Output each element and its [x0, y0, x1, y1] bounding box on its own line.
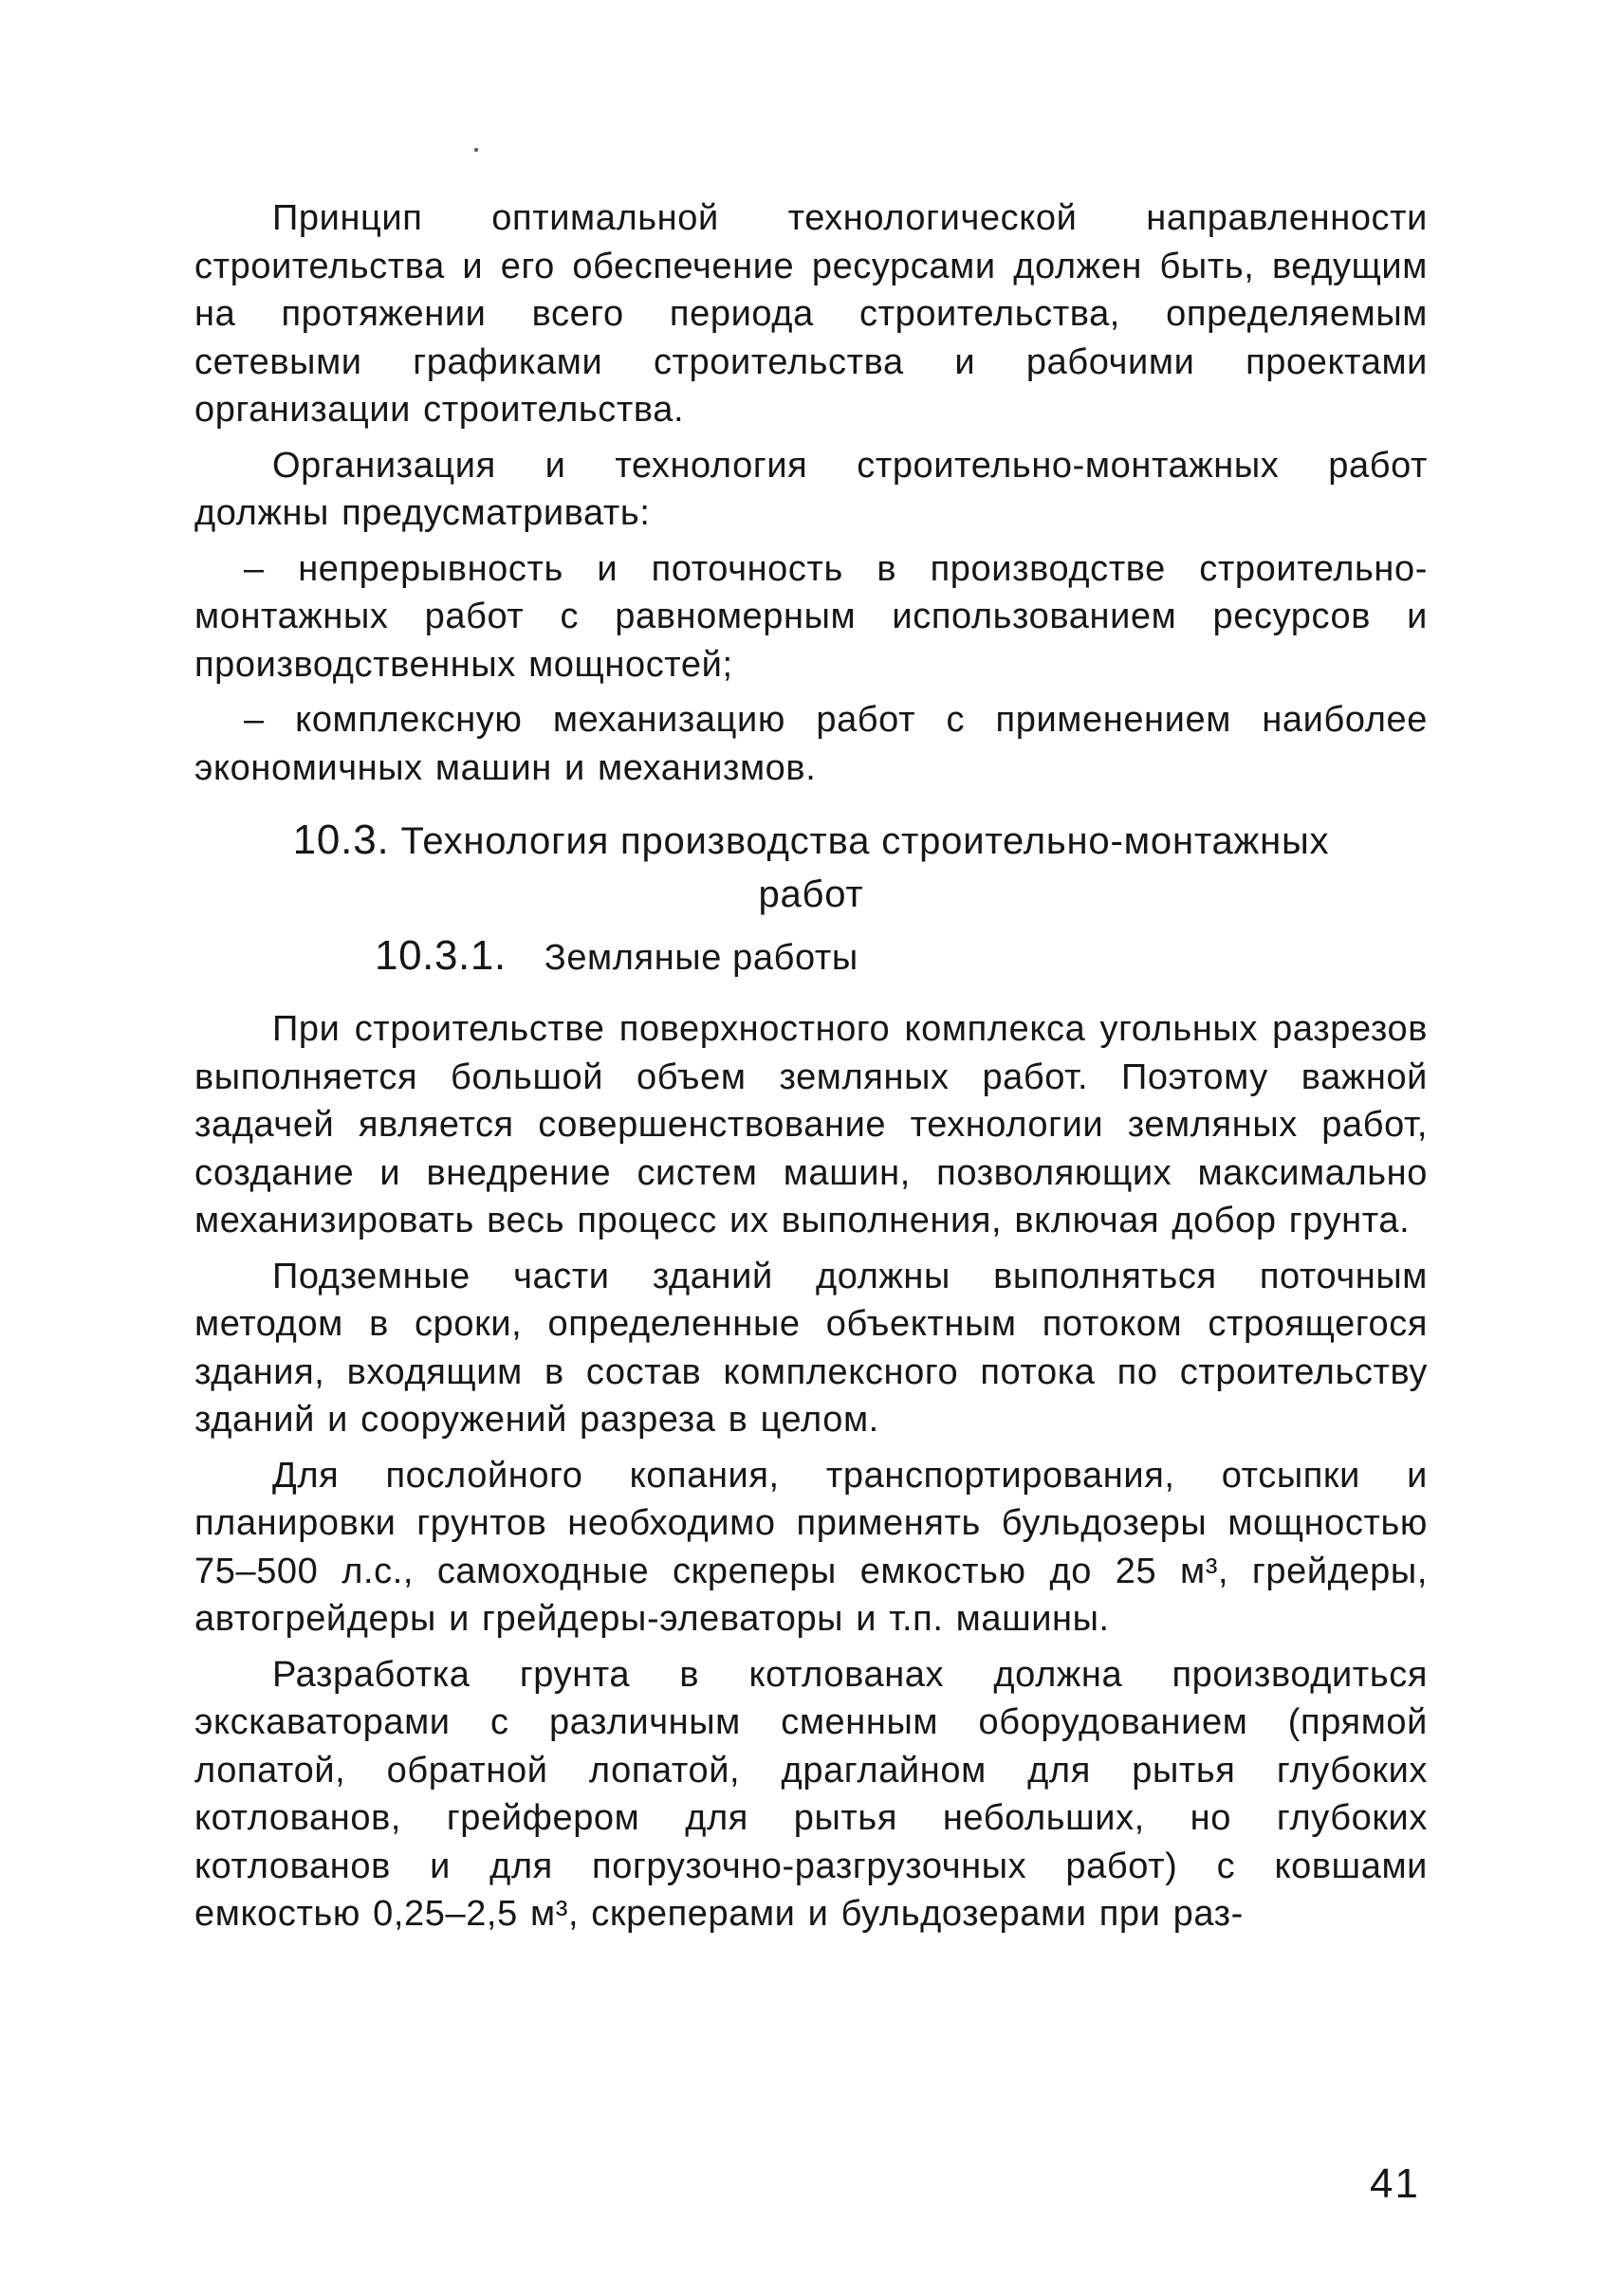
- paragraph-organization: Организация и технология строительно-монтажных работ должны предусматривать:: [194, 445, 1428, 533]
- paragraph-principle: Принцип оптимальной технологической направленности строительства и его обеспечение ресурсами должен быть, ведущим на протяжении всего периода строительства, определяемым сетевыми графиками строительства и рабочими проектами организации строительства.: [194, 198, 1428, 430]
- list-item-continuity: – непрерывность и поточность в производстве строительно-монтажных работ с равномерным использованием ресурсов и производственных мощностей;: [194, 548, 1428, 685]
- section-heading: [194, 814, 1428, 921]
- paragraph-underground-parts: Подземные части зданий должны выполняться поточным методом в сроки, определенные объектным потоком строящегося здания, входящим в состав комплексного потока по строительству зданий и сооружений разреза в целом.: [194, 1256, 1428, 1440]
- bottom-text-block: [194, 1005, 1428, 1938]
- subsection-heading: [375, 929, 858, 984]
- section-heading-line1: [194, 814, 1428, 868]
- subsection-number: 10.3.1.: [375, 932, 507, 979]
- paragraph-excavation: Разработка грунта в котлованах должна производиться экскаваторами с различным сменным оборудованием (прямой лопатой, обратной лопатой, драглайном для рытья глубоких котлованов, грейфером для рытья небольших, но глубоких котлованов и для погрузочно-разгрузочных работ) с ковшами емкостью 0,25–2,5 м³, скреперами и бульдозерами при раз-: [194, 1654, 1428, 1934]
- subsection-title: Земляные работы: [544, 938, 858, 978]
- scan-speck: [474, 148, 478, 152]
- page-number: 41: [1370, 2160, 1420, 2207]
- section-title-line2: работ: [758, 873, 864, 915]
- section-title-line1: Технология производства строительно-монтажных: [400, 820, 1330, 862]
- list-item-mechanization: – комплексную механизацию работ с применением наиболее экономичных машин и механизмов.: [194, 700, 1428, 788]
- paragraph-layer-digging: Для послойного копания, транспортирования, отсыпки и планировки грунтов необходимо применять бульдозеры мощностью 75–500 л.с., самоходные скреперы емкостью до 25 м³, грейдеры, автогрейдеры и грейдеры-элеваторы и т.п. машины.: [194, 1455, 1428, 1639]
- section-number: 10.3.: [292, 817, 390, 863]
- top-text-block: [194, 194, 1428, 792]
- paragraph-surface-complex: При строительстве поверхностного комплекса угольных разрезов выполняется большой объем земляных работ. Поэтому важной задачей является совершенствование технологии земляных работ, создание и внедрение систем машин, позволяющих максимально механизировать весь процесс их выполнения, включая добор грунта.: [194, 1009, 1428, 1240]
